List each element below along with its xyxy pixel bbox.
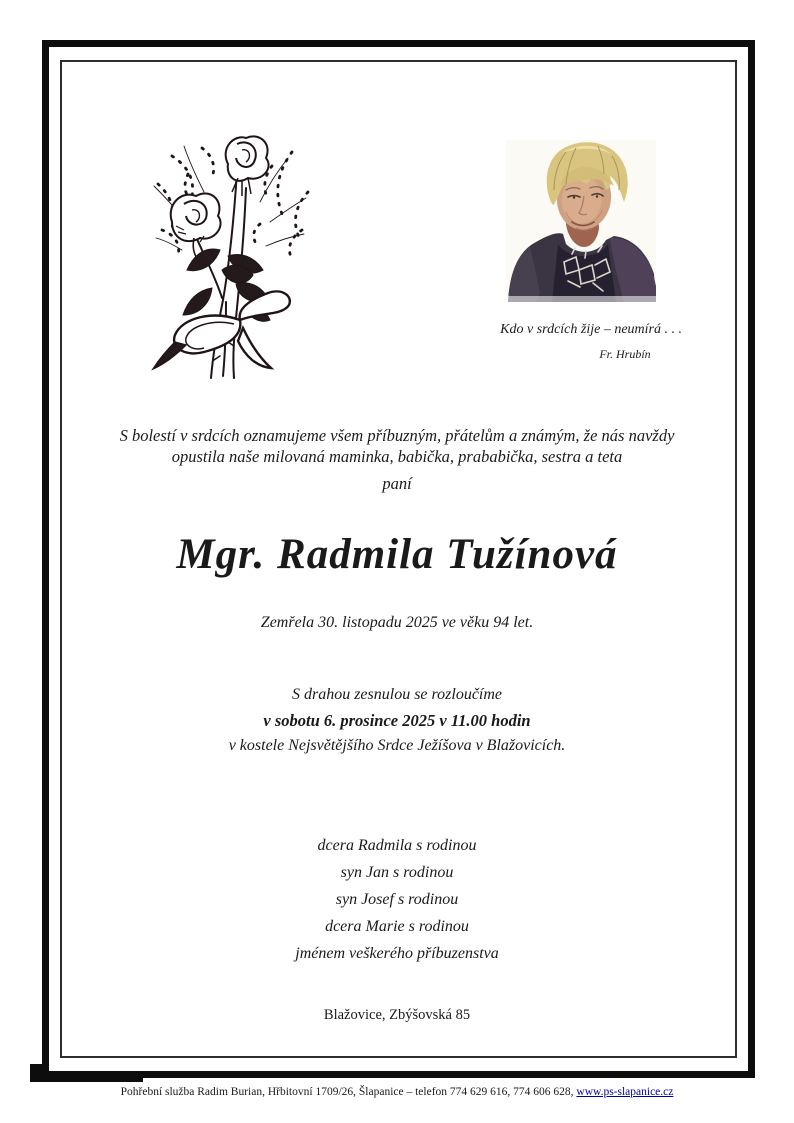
funeral-service-info: Pohřební služba Radim Burian, Hřbitovní 1709/26, Šlapanice – telefon 774 629 616, 774 606 628, [120, 1086, 577, 1098]
rose-illustration [142, 130, 324, 380]
mourner-line: syn Josef s rodinou [335, 891, 459, 908]
deceased-name: Mgr. Radmila Tužínová [176, 531, 618, 578]
farewell-date-time: v sobotu 6. prosince 2025 v 11.00 hodin [263, 711, 531, 730]
death-notice: Zemřela 30. listopadu 2025 ve věku 94 let. [260, 614, 534, 631]
footer [0, 1086, 794, 1098]
mourner-line: dcera Marie s rodinou [325, 918, 469, 935]
mourner-line: dcera Radmila s rodinou [317, 837, 477, 854]
salutation: paní [382, 474, 412, 493]
mourner-line: syn Jan s rodinou [340, 864, 454, 881]
farewell-line-1: S drahou zesnulou se rozloučíme [291, 686, 503, 703]
mourners-list [0, 832, 794, 967]
farewell-place: v kostele Nejsvětějšího Srdce Ježíšova v Blažovicích. [228, 737, 566, 754]
location: Blažovice, Zbýšovská 85 [323, 1007, 471, 1023]
memorial-quote: Kdo v srdcích žije – neumírá . . . [500, 322, 682, 337]
frame-shadow-mark [31, 1074, 143, 1082]
portrait-photo [506, 140, 656, 302]
mourner-line: jménem veškerého příbuzenstva [295, 945, 499, 962]
funeral-service-link[interactable]: www.ps-slapanice.cz [576, 1086, 674, 1098]
quote-author: Fr. Hrubín [599, 347, 651, 361]
announcement-line-2: opustila naše milovaná maminka, babička, prababička, sestra a teta [171, 447, 623, 466]
announcement-line-1: S bolestí v srdcích oznamujeme všem příbuzným, přátelům a známým, že nás navždy [119, 426, 675, 445]
